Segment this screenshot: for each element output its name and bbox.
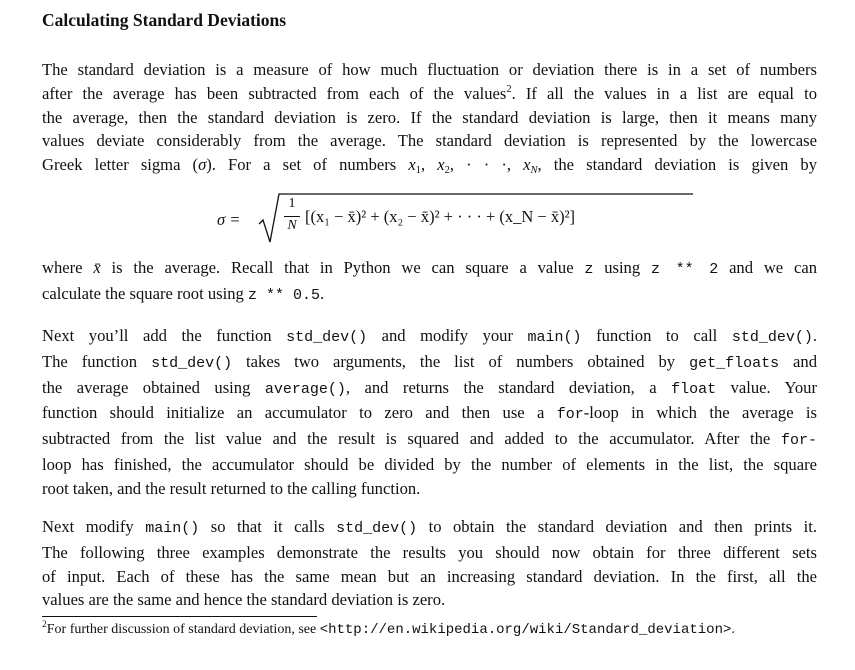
formula-body: [(x₁ − x̄)² + (x₂ − x̄)² + · · · + (x_N − x̄)²] xyxy=(305,207,576,226)
sigma-symbol: σ xyxy=(198,155,207,175)
code-sqrt: z ** 0.5 xyxy=(247,286,320,304)
text-line: the average, then the standard deviation is zero. If the standard deviation is large, then it means many xyxy=(42,107,817,127)
formula-lhs: σ = xyxy=(217,210,241,229)
text-line: where x̄ is the average. Recall that in Python we can square a value z using z ** 2 and we can xyxy=(42,258,817,278)
footnote-divider xyxy=(42,616,317,617)
text-line: after the average has been subtracted from each of the values$^2$. If all the values in a list are equal to xyxy=(42,83,817,103)
text-line: subtracted from the list value and the result is squared and added to the accumulator. After the for- xyxy=(42,429,817,450)
text-line: Greek letter sigma (σ). For a set of numbers $x_1$, $x_2$, · · ·, $x_N$, the standard deviation is given by xyxy=(42,155,818,177)
text-line: root taken, and the result returned to the calling function. xyxy=(42,478,421,498)
text-line: loop has finished, the accumulator should be divided by the number of elements in the list, the square xyxy=(42,454,817,474)
text-line: values are the same and hence the standard deviation is zero. xyxy=(42,590,446,610)
text-line: values deviate considerably from the average. The standard deviation is represented by the lowercase xyxy=(42,131,817,151)
fraction-numerator: 1 xyxy=(288,196,296,211)
section-title: Calculating Standard Deviations xyxy=(42,10,287,30)
text-line: The standard deviation is a measure of how much fluctuation or deviation there is in a set of numbers xyxy=(42,60,817,79)
footnote: $^2$For further discussion of standard deviation, see <http://en.wikipedia.org/wiki/Standard_deviation>. xyxy=(42,620,735,638)
footnote-mark: 2 xyxy=(42,620,47,630)
paragraph-modify-main xyxy=(42,515,817,612)
text-line: The function std_dev() takes two arguments, the list of numbers obtained by get_floats and xyxy=(42,351,818,372)
paragraph-std-dev-function xyxy=(42,324,817,501)
footnote-link[interactable]: <http://en.wikipedia.org/wiki/Standard_deviation> xyxy=(319,622,732,638)
text-line: the average obtained using average(), and returns the standard deviation, a float value. Your xyxy=(42,377,817,398)
text-line: calculate the square root using z ** 0.5. xyxy=(42,283,325,304)
fraction-bar xyxy=(284,216,300,217)
text-line: function should initialize an accumulator to zero and then use a for-loop in which the average is xyxy=(42,403,817,424)
paragraph-where xyxy=(42,256,817,308)
text-line: of input. Each of these has the same mean but an increasing standard deviation. In the first, all the xyxy=(42,566,817,586)
std-dev-formula xyxy=(217,190,697,248)
text-line: Next modify main() so that it calls std_dev() to obtain the standard deviation and then prints it. xyxy=(42,517,817,537)
paragraph-intro xyxy=(42,58,817,177)
text-line: The following three examples demonstrate the results you should now obtain for three different sets xyxy=(42,542,817,562)
footnote-ref[interactable]: 2 xyxy=(506,83,512,95)
code-square: z ** 2 xyxy=(650,261,719,278)
fraction-denominator: N xyxy=(287,218,297,233)
text-line: Next you’ll add the function std_dev() and modify your main() function to call std_dev(). xyxy=(42,326,817,346)
